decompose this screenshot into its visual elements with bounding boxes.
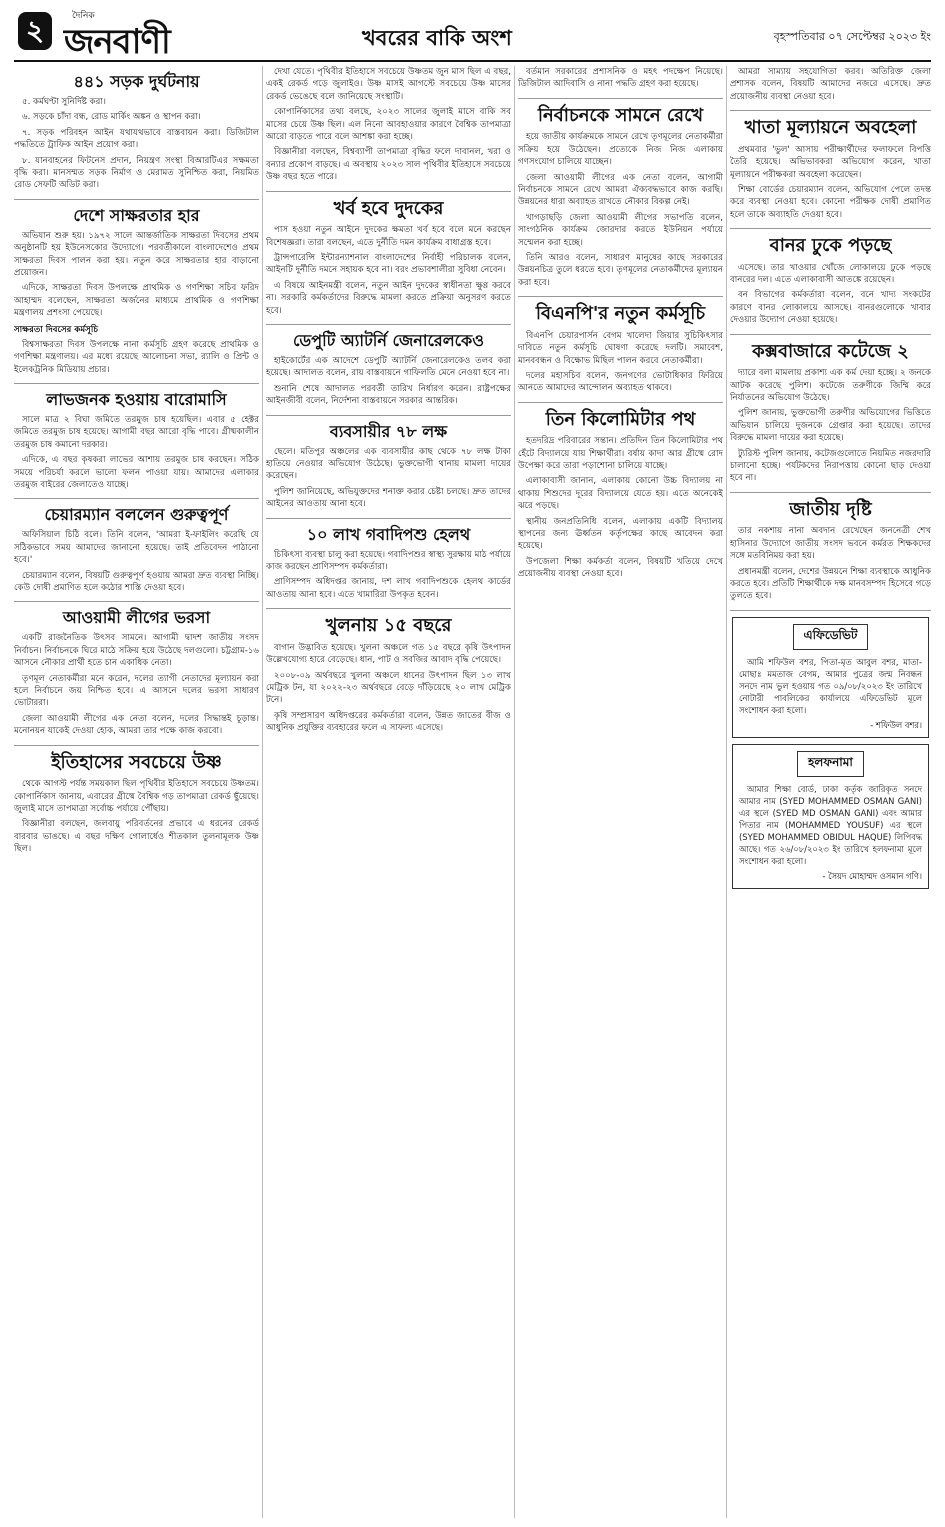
- masthead: [14, 10, 931, 62]
- article-paragraph: হয়ে জাতীয় কার্যক্রমকে সামনে রেখে তৃণমূলের নেতাকর্মীরা সক্রিয় হয়ে উঠেছেন। প্রত্যেকে নিজ নিজ এলাকায় গণসংযোগ চালিয়ে যাচ্ছেন।: [518, 132, 723, 168]
- column-2: [266, 66, 511, 738]
- page-number: ২: [18, 12, 52, 50]
- article-paragraph: ৫. কর্মঘণ্টা সুনির্দিষ্ট করা।: [22, 97, 106, 107]
- article-headline: আওয়ামী লীগের ভরসা: [62, 608, 211, 628]
- article: [266, 198, 511, 325]
- article: [14, 390, 259, 499]
- article-paragraph: প্রাণিসম্পদ অধিদপ্তর জানায়, দশ লাখ গবাদিপশুকে হেলথ কার্ডের আওতায় আনা হবে। এতে খামারিরা উপকৃত হবেন।: [266, 577, 511, 600]
- article: [266, 331, 511, 416]
- affidavit-notice: [732, 744, 929, 889]
- affidavit-title: হলফনামা: [797, 751, 864, 777]
- article: [518, 409, 723, 581]
- article-paragraph: ট্যুরিস্ট পুলিশ জানায়, কটেজগুলোতে নিয়মিত নজরদারি চালানো হচ্ছে। পর্যটকদের নিরাপত্তায় কোনো ছাড় দেওয়া হবে না।: [730, 448, 931, 484]
- article: [518, 303, 723, 403]
- article-paragraph: পুলিশ জানিয়েছে, অভিযুক্তদের শনাক্ত করার চেষ্টা চলছে। দ্রুত তাদের আইনের আওতায় আনা হবে।: [266, 486, 511, 510]
- article-paragraph: প্রথমবার 'ভুল' আসায় পরীক্ষার্থীদের ফলাফলে বিপত্তি তৈরি হয়েছে। অভিভাবকরা অভিযোগ করেন, খাতা মূল্যায়নে পরীক্ষকরা অবহেলা করেছেন।: [730, 144, 931, 180]
- article-paragraph: এদিকে, সাক্ষরতা দিবস উপলক্ষে প্রাথমিক ও গণশিক্ষা সচিব ফরিদ আহাম্মদ বলেছেন, সাক্ষরতা অর্জনের মাধ্যমে প্রাথমিক ও গণশিক্ষা মন্ত্রণালয় প্রশংসা পেয়েছে।: [14, 283, 259, 319]
- article-paragraph: এসেছে। তার খাওয়ার খোঁজে লোকালয়ে ঢুকে পড়ছে বানরের দল। এতে এলাকাবাসী আতঙ্কে রয়েছেন।: [730, 262, 931, 286]
- column-divider: [262, 66, 263, 1518]
- article-paragraph: সালে মাত্র ২ বিঘা জমিতে তরমুজ চাষ হয়েছিল। এবার ৫ হেক্টর জমিতে তরমুজ চাষ হয়েছে। আগামী বছর আরো বৃদ্ধি পাবে। গ্রীষ্মকালীন তরমুজ চাষ কমানো দরকার।: [14, 414, 259, 450]
- masthead-rule: [14, 60, 931, 62]
- article: [730, 235, 931, 335]
- article-paragraph: পুলিশ জানায়, ভুক্তভোগী তরুণীর অভিযোগের ভিত্তিতে অভিযান চালিয়ে দুজনকে গ্রেপ্তার করা হয়েছে। তাদের বিরুদ্ধে মামলা দায়ের করা হয়েছে।: [730, 408, 931, 444]
- article-paragraph: বিশ্বসাক্ষরতা দিবস উপলক্ষে নানা কর্মসূচি গ্রহণ করেছে প্রাথমিক ও গণশিক্ষা মন্ত্রণালয়। এর মধ্যে রয়েছে আলোচনা সভা, র‍্যালি ও প্রিন্ট ও ইলেকট্রনিক মিডিয়ায় প্রচার।: [14, 339, 259, 375]
- article-subheading: সাক্ষরতা দিবসের কর্মসূচি: [14, 324, 98, 335]
- article-paragraph: বাগান উদ্ভাবিত হয়েছে। খুলনা অঞ্চলে গত ১৫ বছরে কৃষি উৎপাদন উল্লেখযোগ্য হারে বেড়েছে। ধান, পাট ও সবজির আবাদ বৃদ্ধি পেয়েছে।: [266, 642, 511, 666]
- article-headline: জাতীয় দৃষ্টি: [789, 498, 872, 520]
- article-headline: বানর ঢুকে পড়ছে: [769, 235, 892, 257]
- article-headline: ৪৪১ সড়ক দুর্ঘটনায়: [73, 72, 200, 91]
- article-headline: নির্বাচনকে সামনে রেখে: [537, 104, 704, 126]
- column-4: [730, 66, 931, 895]
- article-paragraph: শিক্ষা বোর্ডের চেয়ারম্যান বলেন, অভিযোগ পেলে তদন্ত করে ব্যবস্থা নেওয়া হবে। কোনো পরীক্ষক দোষী প্রমাণিত হলে তাকে অব্যাহতি দেওয়া হবে।: [730, 184, 931, 220]
- article-headline: খুলনায় ১৫ বছরে: [325, 615, 452, 637]
- article: [730, 499, 931, 611]
- article-paragraph: শুনানি শেষে আদালত পরবর্তী তারিখ নির্ধারণ করেন। রাষ্ট্রপক্ষের আইনজীবী বলেন, নির্দেশনা বাস্তবায়নে সরকার আন্তরিক।: [266, 383, 511, 407]
- article: [14, 505, 259, 602]
- article: [14, 72, 259, 200]
- affidavit-signature: - শফিউল বশর।: [870, 719, 922, 730]
- article-continuation: [518, 66, 723, 99]
- article: [266, 615, 511, 734]
- article-paragraph: ৮. যানবাহনের ফিটনেস প্রদান, নিয়ন্ত্রণ সংস্থা বিআরটিএর সক্ষমতা বৃদ্ধি করা। মানসম্মত সড়ক নির্মাণ ও মেরামত সুনিশ্চিত করা, নিয়মিত রোড সেফটি অডিট করা।: [14, 155, 259, 191]
- column-1: [14, 66, 259, 859]
- section-title: খবরের বাকি অংশ: [362, 26, 512, 50]
- article-paragraph: জেলা আওয়ামী লীগের এক নেতা বলেন, আগামী নির্বাচনকে সামনে রেখে আমরা ঐক্যবদ্ধভাবে কাজ করছি। উন্নয়নের ধারা অব্যাহত রাখতে নৌকার বিকল্প নেই।: [518, 172, 723, 208]
- article-paragraph: দেখা যেতে। পৃথিবীর ইতিহাসে সবচেয়ে উষ্ণতম জুন মাস ছিল এ বছর, একই রেকর্ড গড়ে জুলাইও। উষ্ণ মাসই আগস্টে সবচেয়ে উষ্ণ মাসের রেকর্ড ভেঙেছে বলে জানিয়েছে সংস্থাটি।: [266, 67, 511, 102]
- article-headline: বিএনপি'র নতুন কর্মসূচি: [535, 303, 706, 325]
- article: [14, 206, 259, 384]
- article-headline: লাভজনক হওয়ায় বারোমাসি: [46, 389, 227, 409]
- article-continuation: [266, 66, 511, 192]
- article-paragraph: ৭. সড়ক পরিবহন আইন যথাযথভাবে বাস্তবায়ন করা। ডিজিটাল পদ্ধতিতে ট্রাফিক আইন প্রয়োগ করা।: [14, 127, 259, 151]
- article: [14, 752, 259, 856]
- article-headline: ইতিহাসের সবচেয়ে উষ্ণ: [51, 751, 222, 773]
- article-paragraph: এলাকাবাসী জানান, এলাকায় কোনো উচ্চ বিদ্যালয় না থাকায় শিশুদের দূরের বিদ্যালয়ে যেতে হয়। এতে অনেকেই ঝরে পড়ছে।: [518, 476, 723, 512]
- article-paragraph: দলের মহাসচিব বলেন, জনগণের ভোটাধিকার ফিরিয়ে আনতে আমাদের আন্দোলন অব্যাহত থাকবে।: [518, 370, 723, 394]
- article-headline: চেয়ারম্যান বললেন গুরুত্বপূর্ণ: [44, 505, 229, 525]
- article-paragraph: হাইকোর্টের এক আদেশে ডেপুটি অ্যাটর্নি জেনারেলকেও তলব করা হয়েছে। আদালত বলেন, রায় বাস্তবায়নে গাফিলতি মেনে নেওয়া হবে না।: [266, 356, 511, 379]
- logo-brand: জনবাণী: [64, 22, 170, 62]
- article-paragraph: একটি রাজনৈতিক উৎসব সামনে। আগামী দ্বাদশ জাতীয় সংসদ নির্বাচন। নির্বাচনকে ঘিরে মাঠে সক্রিয় হয়ে উঠেছে দলগুলো। চট্টগ্রাম-১৬ আসনে নৌকার প্রার্থী হতে চান একাধিক নেতা।: [14, 633, 259, 669]
- article-headline: কক্সবাজারে কটেজে ২: [752, 340, 909, 362]
- column-divider: [726, 66, 727, 1518]
- article: [730, 117, 931, 229]
- article-headline: ডেপুটি অ্যাটর্নি জেনারেলকেও: [292, 331, 485, 350]
- article-paragraph: আমরা সাম্যায় সহযোগিতা করব। অতিরিক্ত জেলা প্রশাসক বলেন, বিষয়টি আমাদের নজরে এসেছে। দ্রুত প্রয়োজনীয় ব্যবস্থা নেওয়া হবে।: [730, 67, 931, 102]
- affidavit-signature: - সৈয়দ মোহাম্মদ ওসমান গণি।: [822, 870, 922, 881]
- article-paragraph: উপজেলা শিক্ষা কর্মকর্তা বলেন, বিষয়টি খতিয়ে দেখে প্রয়োজনীয় ব্যবস্থা নেওয়া হবে।: [518, 556, 723, 580]
- article-paragraph: অফিসিয়াল চিঠি বলে। তিনি বলেন, 'আমরা ই-ফাইলিং করেছি যে সঠিকভাবে সময় আমাদের জানানো হয়েছে। তাই প্রতিবেদন পাঠানো হবে।': [14, 530, 259, 566]
- article-headline: খাতা মূল্যায়নে অবহেলা: [744, 117, 917, 139]
- article: [266, 422, 511, 519]
- article-paragraph: বিএনপি চেয়ারপার্সন বেগম খালেদা জিয়ার সুচিকিৎসার দাবিতে নতুন কর্মসূচি ঘোষণা করেছে দলটি। সমাবেশ, মানববন্ধন ও বিক্ষোভ মিছিল পালন করবে নেতাকর্মীরা।: [518, 330, 723, 366]
- article-paragraph: ২০০৮-০৯ অর্থবছরে খুলনা অঞ্চলে ধানের উৎপাদন ছিল ১৩ লাখ মেট্রিক টন, যা ২০২২-২৩ অর্থবছরে বেড়ে দাঁড়িয়েছে ২০ লাখ মেট্রিক টনে।: [266, 670, 511, 706]
- article-paragraph: কৃষি সম্প্রসারণ অধিদপ্তরের কর্মকর্তারা বলেন, উন্নত জাতের বীজ ও আধুনিক প্রযুক্তির ব্যবহারের ফলে এ সাফল্য এসেছে।: [266, 710, 511, 734]
- article-paragraph: পাস হওয়া নতুন আইনে দুদকের ক্ষমতা খর্ব হবে বলে মনে করছেন বিশেষজ্ঞরা। তারা বলছেন, এতে দুর্নীতি দমন কার্যক্রম বাধাগ্রস্ত হবে।: [266, 225, 511, 248]
- article-paragraph: জেলা আওয়ামী লীগের এক নেতা বলেন, দলের সিদ্ধান্তই চূড়ান্ত। মনোনয়ন যাকেই দেওয়া হোক, আমরা তার পক্ষে কাজ করবো।: [14, 713, 259, 737]
- affidavit-text: আমার শিক্ষা বোর্ড, ঢাকা কর্তৃক জারিকৃত সনদে আমার নাম (SYED MOHAMMED OSMAN GANI) এর স্থলে (SYED MD OSMAN GANI) এবং আমার পিতার নাম (MOHAMMED YOUSUF) এর স্থলে (SYED MOHAMMED OBIDUL HAQUE) লিপিবদ্ধ আছে। গত ২৬/০৮/২০২৩ ইং তারিখে হলফনামা মূলে সংশোধন করা হলো।: [739, 783, 922, 866]
- article-paragraph: স্থানীয় জনপ্রতিনিধি বলেন, এলাকায় একটি বিদ্যালয় স্থাপনের জন্য ঊর্ধ্বতন কর্তৃপক্ষের কাছে আবেদন করা হয়েছে।: [518, 516, 723, 552]
- article-headline: দেশে সাক্ষরতার হার: [73, 205, 200, 225]
- logo-daily-label: দৈনিক: [72, 11, 95, 21]
- article-paragraph: তিনি আরও বলেন, সাধারণ মানুষের কাছে সরকারের উন্নয়নচিত্র তুলে ধরতে হবে। তৃণমূলের নেতাকর্মীদের মূল্যায়ন করা হবে।: [518, 252, 723, 288]
- article-headline: ব্যবসায়ীর ৭৮ লক্ষ: [329, 421, 448, 441]
- article: [518, 105, 723, 297]
- article-paragraph: তার নকশায় নানা অবদান রেখেছেন জননেত্রী শেখ হাসিনার উদ্যোগে জাতীয় সংসদ ভবনে কর্মরত শিক্ষকদের সঙ্গে মতবিনিময় করা হয়।: [730, 526, 931, 562]
- issue-date: বৃহস্পতিবার ০৭ সেপ্টেম্বর ২০২৩ ইং: [773, 30, 931, 43]
- article-paragraph: তৃণমূল নেতাকর্মীরা মনে করেন, দলের ত্যাগী নেতাদের মূল্যায়ন করা হলে নির্বাচনে জয় নিশ্চিত হবে। এ আসনে দলের ভরসা সাধারণ ভোটাররা।: [14, 673, 259, 709]
- article-paragraph: থেকে আগস্ট পর্যন্ত সময়কাল ছিল পৃথিবীর ইতিহাসে সবচেয়ে উষ্ণতম। কোপার্নিকাস জানায়, এবারের গ্রীষ্মে বৈশ্বিক গড় তাপমাত্রা রেকর্ড ছুঁয়েছে। জুলাই মাসে তাপমাত্রা সর্বোচ্চ পর্যায়ে পৌঁছায়।: [14, 779, 259, 814]
- affidavit-text: আমি শফিউল বশর, পিতা-মৃত আবুল বশর, মাতা-মোছাঃ মমতাজ বেগম, আমার পুত্রের জন্ম নিবন্ধন সনদে নাম ভুল হওয়ায় গত ০৯/০৮/২০২৩ ইং তারিখে নোটারী পাবলিকের কার্যালয়ে এফিডেভিট মূলে সংশোধন করা হলো।: [739, 656, 922, 715]
- article-paragraph: এদিকে, এ বছর কৃষকরা লাভের আশায় তরমুজ চাষ করছেন। সঠিক সময়ে পরিচর্যা করলে ভালো ফলন পাওয়া যায়। আমাদের এলাকার তরমুজ বাইরের জেলাতেও যাচ্ছে।: [14, 455, 259, 490]
- article-paragraph: ট্রান্সপারেন্সি ইন্টারন্যাশনাল বাংলাদেশের নির্বাহী পরিচালক বলেন, আইনটি দুর্নীতি দমনে সহায়ক হবে না। বরং প্রভাবশালীরা সুবিধা নেবেন।: [266, 252, 511, 276]
- article-paragraph: চেয়ারম্যান বলেন, বিষয়টি গুরুত্বপূর্ণ হওয়ায় আমরা দ্রুত ব্যবস্থা নিচ্ছি। কেউ দোষী প্রমাণিত হলে কঠোর শাস্তি দেওয়া হবে।: [14, 570, 259, 593]
- article-headline: তিন কিলোমিটার পথ: [545, 408, 696, 430]
- article: [266, 525, 511, 610]
- article-paragraph: বন বিভাগের কর্মকর্তারা বলেন, বনে খাদ্য সংকটের কারণে বানর লোকালয়ে আসছে। বানরগুলোকে খাবার দেওয়ার উদ্যোগ নেওয়া হয়েছে।: [730, 290, 931, 326]
- article-continuation: [730, 66, 931, 111]
- article: [14, 608, 259, 745]
- article-paragraph: হতদরিদ্র পরিবারের সন্তান। প্রতিদিন তিন কিলোমিটার পথ হেঁটে বিদ্যালয়ে যায় শিক্ষার্থীরা। বর্ষায় কাদা আর গ্রীষ্মে রোদ উপেক্ষা করে তারা পড়াশোনা চালিয়ে যাচ্ছে।: [518, 436, 723, 472]
- article-headline: ১০ লাখ গবাদিপশু হেলথ: [306, 524, 471, 544]
- article-paragraph: কোপার্নিকাসের তথ্য বলছে, ২০২৩ সালের জুলাই মাসে বাকি সব মাসের চেয়ে উষ্ণ ছিল। এল নিনো আবহাওয়ার কারণে বৈশ্বিক তাপমাত্রা আরো বাড়তে পারে বলে আশঙ্কা করা হচ্ছে।: [266, 107, 511, 143]
- article: [730, 341, 931, 493]
- article-paragraph: ৬. সড়কে চাঁদা বন্ধ, রোড মার্কিং অঙ্কন ও স্থাপন করা।: [22, 112, 201, 123]
- article-paragraph: ছেলে। মতিপুর অঞ্চলের এক ব্যবসায়ীর কাছ থেকে ৭৮ লক্ষ টাকা হাতিয়ে নেওয়ার অভিযোগ উঠেছে। ভুক্তভোগী থানায় মামলা দায়ের করেছেন।: [266, 446, 511, 482]
- article-paragraph: খাগড়াছড়ি জেলা আওয়ামী লীগের সভাপতি বলেন, সাংগঠনিক কার্যক্রম জোরদার করতে ইউনিয়ন পর্যায়ে সম্মেলন করা হচ্ছে।: [518, 212, 723, 248]
- article-paragraph: চিকিৎসা ব্যবস্থা চালু করা হয়েছে। গবাদিপশুর স্বাস্থ্য সুরক্ষায় মাঠ পর্যায়ে কাজ করছেন প্রাণিসম্পদ কর্মকর্তারা।: [266, 549, 511, 573]
- article-paragraph: বিজ্ঞানীরা বলছেন, বিশ্বব্যাপী তাপমাত্রা বৃদ্ধির ফলে দাবানল, খরা ও বন্যার প্রকোপ বাড়ছে। এ অবস্থায় ২০২৩ সাল পৃথিবীর ইতিহাসে সবচেয়ে উষ্ণ বছর হতে পারে।: [266, 147, 511, 183]
- column-3: [518, 66, 723, 584]
- article-paragraph: দ্যারে বলা মামলায় প্রকাশ্য এক কর্ম দেয়া হচ্ছে। ২ জনকে আটক করেছে পুলিশ। কটেজে তরুণীকে জিম্মি করে নির্যাতনের অভিযোগ উঠেছে।: [730, 368, 931, 403]
- column-divider: [514, 66, 515, 1518]
- article-paragraph: বিজ্ঞানীরা বলছেন, জলবায়ু পরিবর্তনের প্রভাবে এ ধরনের রেকর্ড বারবার ভাঙছে। এ বছর দক্ষিণ গোলার্ধেও শীতকাল তুলনামূলক উষ্ণ ছিল।: [14, 819, 259, 855]
- affidavit-title: এফিডেভিট: [793, 624, 869, 650]
- article-paragraph: বর্তমান সরকারের প্রশাসনিক ও মহৎ পদক্ষেপ নিয়েছে। ডিজিটাল আদিবাসি ও নানা পদ্ধতি গ্রহণ করা হয়েছে।: [518, 67, 723, 90]
- article-paragraph: অভিযান শুরু হয়। ১৯৭২ সালে আন্তর্জাতিক সাক্ষরতা দিবসের প্রথম অনুষ্ঠানটি হয় ইউনেসকোর উদ্যোগে। পরবর্তীকালে বাংলাদেশেও প্রথম সাক্ষরতা দিবস পালন করা হয়। নতুন করে সাক্ষরতার হার বাড়ানো প্রয়োজন।: [14, 230, 259, 279]
- affidavit-notice: [732, 617, 929, 738]
- article-paragraph: এ বিষয়ে আইনমন্ত্রী বলেন, নতুন আইন দুদকের স্বাধীনতা ক্ষুণ্ণ করবে না। সরকারি কর্মকর্তাদের বিরুদ্ধে মামলা করতে প্রক্রিয়া অনুসরণ করতে হবে।: [266, 280, 511, 316]
- article-paragraph: প্রধানমন্ত্রী বলেন, দেশের উন্নয়নে শিক্ষা ব্যবস্থাকে আধুনিক করতে হবে। প্রতিটি শিক্ষার্থীকে দক্ষ মানবসম্পদ হিসেবে গড়ে তুলতে হবে।: [730, 566, 931, 602]
- article-headline: খর্ব হবে দুদকের: [333, 197, 444, 219]
